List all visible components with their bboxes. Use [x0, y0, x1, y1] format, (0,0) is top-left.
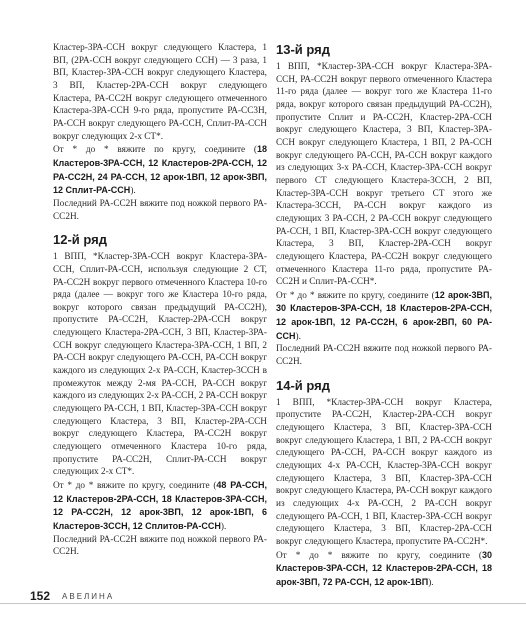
row-12-closing: Последний РА-СС2Н вяжите под ножкой первого РА-СС2Н.	[53, 534, 267, 558]
right-column	[276, 42, 492, 590]
row-13-summary	[276, 289, 492, 344]
row-12-heading: 12-й ряд	[53, 232, 107, 248]
row-14-summary	[276, 549, 492, 590]
summary-counts: 12 арок-3ВП, 30 Кластеров-3РА-ССН, 18 Кластеров-2РА-ССН, 12 арок-1ВП, 12 РА-СС2Н, 6 арок-2ВП, 60 РА-ССН	[276, 289, 492, 341]
left-column	[53, 42, 267, 559]
page-footer	[30, 588, 114, 604]
intro-paragraph: Кластер-3РА-ССН вокруг следующего Кластера, 1 ВП, (2РА-ССН вокруг следующего ССН) — 3 раза, 1 ВП, Кластер-3РА-ССН вокруг следующего Кластера, 3 ВП, Кластер-2РА-ССН вокруг следующего Кластера, РА-СС2Н вокруг следующего отмеченного Кластера-3РА-ССН 9-го ряда, пропустите РА-СС3Н, РА-ССН вокруг следующего РА-ССН, Сплит-РА-ССН вокруг следующих 2-х СТ*.	[53, 43, 267, 142]
summary-suffix: ).	[428, 577, 434, 588]
summary-prefix: От * до * вяжите по кругу, соедините (	[53, 481, 217, 491]
summary-suffix: ).	[220, 521, 227, 532]
row-13-heading: 13-й ряд	[276, 42, 330, 57]
row-13-closing: Последний РА-СС2Н вяжите под ножкой первого РА-СС2Н.	[276, 344, 492, 368]
summary-prefix: От * до * вяжите по кругу, соедините (	[53, 145, 257, 156]
summary-prefix: От * до * вяжите по кругу, соедините (	[276, 290, 435, 301]
row-14-instructions: 1 ВПП, *Кластер-3РА-ССН вокруг Кластера, пропустите РА-СС2Н, Кластер-2РА-ССН вокруг следующего Кластера, 3 ВП, Кластер-3РА-ССН вокруг следующего Кластера, 1 ВП, 2 РА-ССН вокруг следующего РА-ССН, РА-ССН вокруг каждого из следующих 4-х РА-ССН, Кластер-3РА-ССН вокруг следующего Кластера, 3 ВП, Кластер-3РА-ССН вокруг следующего Кластера, РА-ССН вокруг каждого из следующих 4-х РА-ССН, 2 РА-ССН вокруг следующего РА-ССН, 1 ВП, Кластер-3РА-ССН вокруг следующего Кластера, 3 ВП, Кластер-2РА-ССН вокруг следующего Кластера, пропустите РА-СС2Н*.	[276, 397, 492, 547]
row-12-instructions: 1 ВПП, *Кластер-3РА-ССН вокруг Кластера-3РА-ССН, Сплит-РА-ССН, используя следующие 2 СТ, РА-СС2Н вокруг первого отмеченного Кластера 10-го ряда (далее — вокруг того же Кластера 10-го ряда, вокруг которого связан предыдущий РА-СС2Н), пропустите РА-СС2Н, Кластер-2РА-ССН вокруг следующего Кластера-2РА-ССН, 3 ВП, Кластер-3РА-ССН вокруг следующего Кластера-3РА-ССН, 1 ВП, 2 РА-ССН вокруг следующего РА-ССН, РА-ССН вокруг каждого из следующих 2-х РА-ССН, Кластер-3ССН в промежуток между 2-мя РА-ССН, РА-ССН вокруг каждого из следующих 2-х РА-ССН, 2 РА-ССН вокруг следующего РА-ССН, 1 ВП, Кластер-3РА-ССН вокруг следующего Кластера, 3 ВП, Кластер-2РА-ССН вокруг следующего Кластера, РА-СС2Н вокруг следующего отмеченного Кластера 10-го ряда, пропустите РА-СС2Н, Сплит-РА-ССН вокруг следующих 2-х СТ*.	[53, 252, 267, 478]
summary-prefix: От * до * вяжите по кругу, соедините (	[276, 550, 482, 561]
summary-suffix: ).	[130, 186, 136, 197]
summary-suffix: ).	[295, 331, 301, 342]
summary-counts: 30 Кластеров-3РА-ССН, 12 Кластеров-2РА-ССН, 18 арок-3ВП, 72 РА-ССН, 12 арок-1ВП	[276, 549, 492, 587]
intro-closing: Последний РА-СС2Н вяжите под ножкой первого РА-СС2Н.	[53, 198, 267, 222]
summary-counts: 18 Кластеров-3РА-ССН, 12 Кластеров-2РА-ССН, 12 РА-СС2Н, 24 РА-ССН, 12 арок-1ВП, 12 арок-3ВП, 12 Сплит-РА-ССН	[53, 144, 267, 196]
row-14-heading: 14-й ряд	[276, 377, 330, 393]
publisher-name: АВЕЛИНА	[62, 591, 115, 601]
summary-counts: 48 РА-ССН, 12 Кластеров-2РА-ССН, 18 Кластеров-3РА-ССН, 12 РА-СС2Н, 12 арок-3ВП, 12 арок-1ВП, 6 Кластеров-3ССН, 12 Сплитов-РА-ССН	[53, 480, 267, 531]
row-12-summary	[53, 479, 267, 534]
page-number: 152	[30, 589, 51, 603]
intro-summary	[53, 143, 267, 198]
row-13-instructions: 1 ВПП, *Кластер-3РА-ССН вокруг Кластера-3РА-ССН, РА-СС2Н вокруг первого отмеченного Кластера 11-го ряда (далее — вокруг того же Кластера 11-го ряда, вокруг которого связан предыдущий РА-СС2Н), пропустите Сплит и РА-СС2Н, Кластер-2РА-ССН вокруг следующего Кластера, 3 ВП, Кластер-3РА-ССН вокруг следующего Кластера, 1 ВП, 2 РА-ССН вокруг следующего РА-ССН, РА-ССН вокруг каждого из следующих 3-х РА-ССН, Кластер-3РА-ССН вокруг первого СТ следующего Кластера-3ССН, 2 ВП, Кластер-3РА-ССН вокруг третьего СТ этого же Кластера-3ССН, РА-ССН вокруг каждого из следующих 3 РА-ССН, 2 РА-ССН вокруг следующего РА-ССН, 1 ВП, Кластер-3РА-ССН вокруг следующего Кластера, 3 ВП, Кластер-2РА-ССН вокруг следующего Кластера, РА-СС2Н вокруг следующего отмеченного Кластера 11-го ряда, пропустите РА-СС2Н и Сплит-РА-ССН*.	[276, 62, 492, 288]
